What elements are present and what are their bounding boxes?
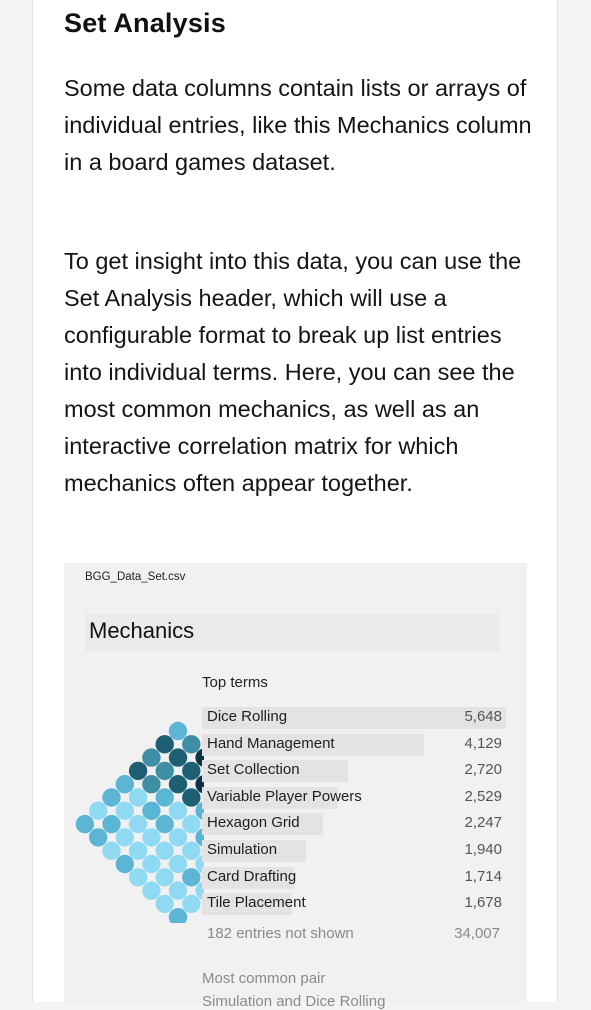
matrix-cell[interactable]	[182, 735, 200, 753]
matrix-cell[interactable]	[156, 735, 174, 753]
matrix-cell[interactable]	[156, 895, 174, 913]
matrix-cell[interactable]	[142, 881, 160, 899]
matrix-cell[interactable]	[142, 748, 160, 766]
term-label: Hexagon Grid	[207, 814, 300, 832]
term-count: 1,678	[464, 894, 502, 912]
term-row[interactable]	[202, 785, 506, 812]
term-label: Dice Rolling	[207, 708, 288, 725]
matrix-cell[interactable]	[102, 842, 120, 860]
matrix-cell[interactable]	[169, 722, 187, 740]
term-count: 2,529	[464, 787, 502, 805]
term-count: 2,247	[464, 814, 502, 832]
matrix-cell[interactable]	[182, 788, 200, 806]
matrix-cell[interactable]	[182, 895, 200, 913]
section-title: Set Analysis	[64, 8, 226, 38]
matrix-cell[interactable]	[169, 881, 187, 899]
term-row[interactable]	[202, 865, 506, 892]
set-analysis-screenshot	[64, 563, 527, 1010]
matrix-cell[interactable]	[169, 855, 187, 873]
matrix-cell[interactable]	[89, 802, 107, 820]
matrix-cell[interactable]	[129, 762, 147, 780]
matrix-cell[interactable]	[156, 788, 174, 806]
matrix-cell[interactable]	[142, 775, 160, 793]
term-row[interactable]	[202, 758, 506, 785]
top-terms-label: Top terms	[202, 674, 268, 691]
matrix-cell[interactable]	[116, 802, 134, 820]
entries-not-shown-label: 182 entries not shown	[207, 925, 354, 942]
matrix-cell[interactable]	[116, 775, 134, 793]
term-row[interactable]	[202, 705, 506, 732]
matrix-cell[interactable]	[182, 868, 200, 886]
term-row[interactable]	[202, 891, 506, 918]
term-row[interactable]	[202, 732, 506, 759]
dataset-filename: BGG_Data_Set.csv	[85, 571, 186, 583]
column-name: Mechanics	[89, 618, 195, 643]
correlation-matrix[interactable]	[64, 563, 204, 923]
matrix-cell[interactable]	[76, 815, 94, 833]
matrix-cell[interactable]	[116, 828, 134, 846]
matrix-cell[interactable]	[156, 842, 174, 860]
matrix-cell[interactable]	[102, 815, 120, 833]
most-common-pair-label: Most common pair	[202, 970, 326, 987]
matrix-cell[interactable]	[169, 748, 187, 766]
matrix-cell[interactable]	[169, 828, 187, 846]
matrix-cell[interactable]	[182, 762, 200, 780]
term-count: 1,940	[464, 840, 502, 858]
top-terms-list	[202, 705, 506, 918]
term-row[interactable]	[202, 811, 506, 838]
most-common-pair-value: Simulation and Dice Rolling	[202, 993, 386, 1010]
matrix-cell[interactable]	[129, 842, 147, 860]
paragraph-intro: Some data columns contain lists or arrays of individual entries, like this Mechanics column in a board games dataset.	[64, 75, 532, 175]
matrix-cell[interactable]	[169, 775, 187, 793]
right-gutter	[558, 0, 591, 1000]
matrix-cell[interactable]	[182, 815, 200, 833]
matrix-cell[interactable]	[156, 815, 174, 833]
matrix-cell[interactable]	[169, 908, 187, 923]
matrix-cell[interactable]	[142, 828, 160, 846]
matrix-cell[interactable]	[102, 788, 120, 806]
matrix-cell[interactable]	[156, 762, 174, 780]
term-label: Simulation	[207, 840, 278, 858]
matrix-cell[interactable]	[89, 828, 107, 846]
matrix-cell[interactable]	[116, 855, 134, 873]
paragraph-details: To get insight into this data, you can use the Set Analysis header, which will use a configurable format to break up list entries into individual terms. Here, you can see the most common mechanics, as well as an interactive correlation matrix for which mechanics often appear together.	[64, 248, 522, 496]
term-label: Card Drafting	[207, 867, 297, 885]
term-label: Variable Player Powers	[207, 787, 362, 805]
entries-not-shown-count: 34,007	[454, 925, 500, 942]
term-label: Tile Placement	[207, 894, 306, 912]
term-row[interactable]	[202, 838, 506, 865]
matrix-cell[interactable]	[129, 788, 147, 806]
term-count: 4,129	[464, 734, 502, 752]
matrix-cell[interactable]	[129, 868, 147, 886]
matrix-cell[interactable]	[156, 868, 174, 886]
matrix-cell[interactable]	[142, 802, 160, 820]
term-count: 1,714	[464, 867, 502, 885]
matrix-cell[interactable]	[182, 842, 200, 860]
matrix-cell[interactable]	[142, 855, 160, 873]
term-label: Set Collection	[207, 761, 300, 779]
matrix-cell[interactable]	[169, 802, 187, 820]
matrix-cell[interactable]	[129, 815, 147, 833]
term-count: 5,648	[464, 708, 502, 725]
term-count: 2,720	[464, 761, 502, 779]
term-label: Hand Management	[207, 734, 335, 752]
